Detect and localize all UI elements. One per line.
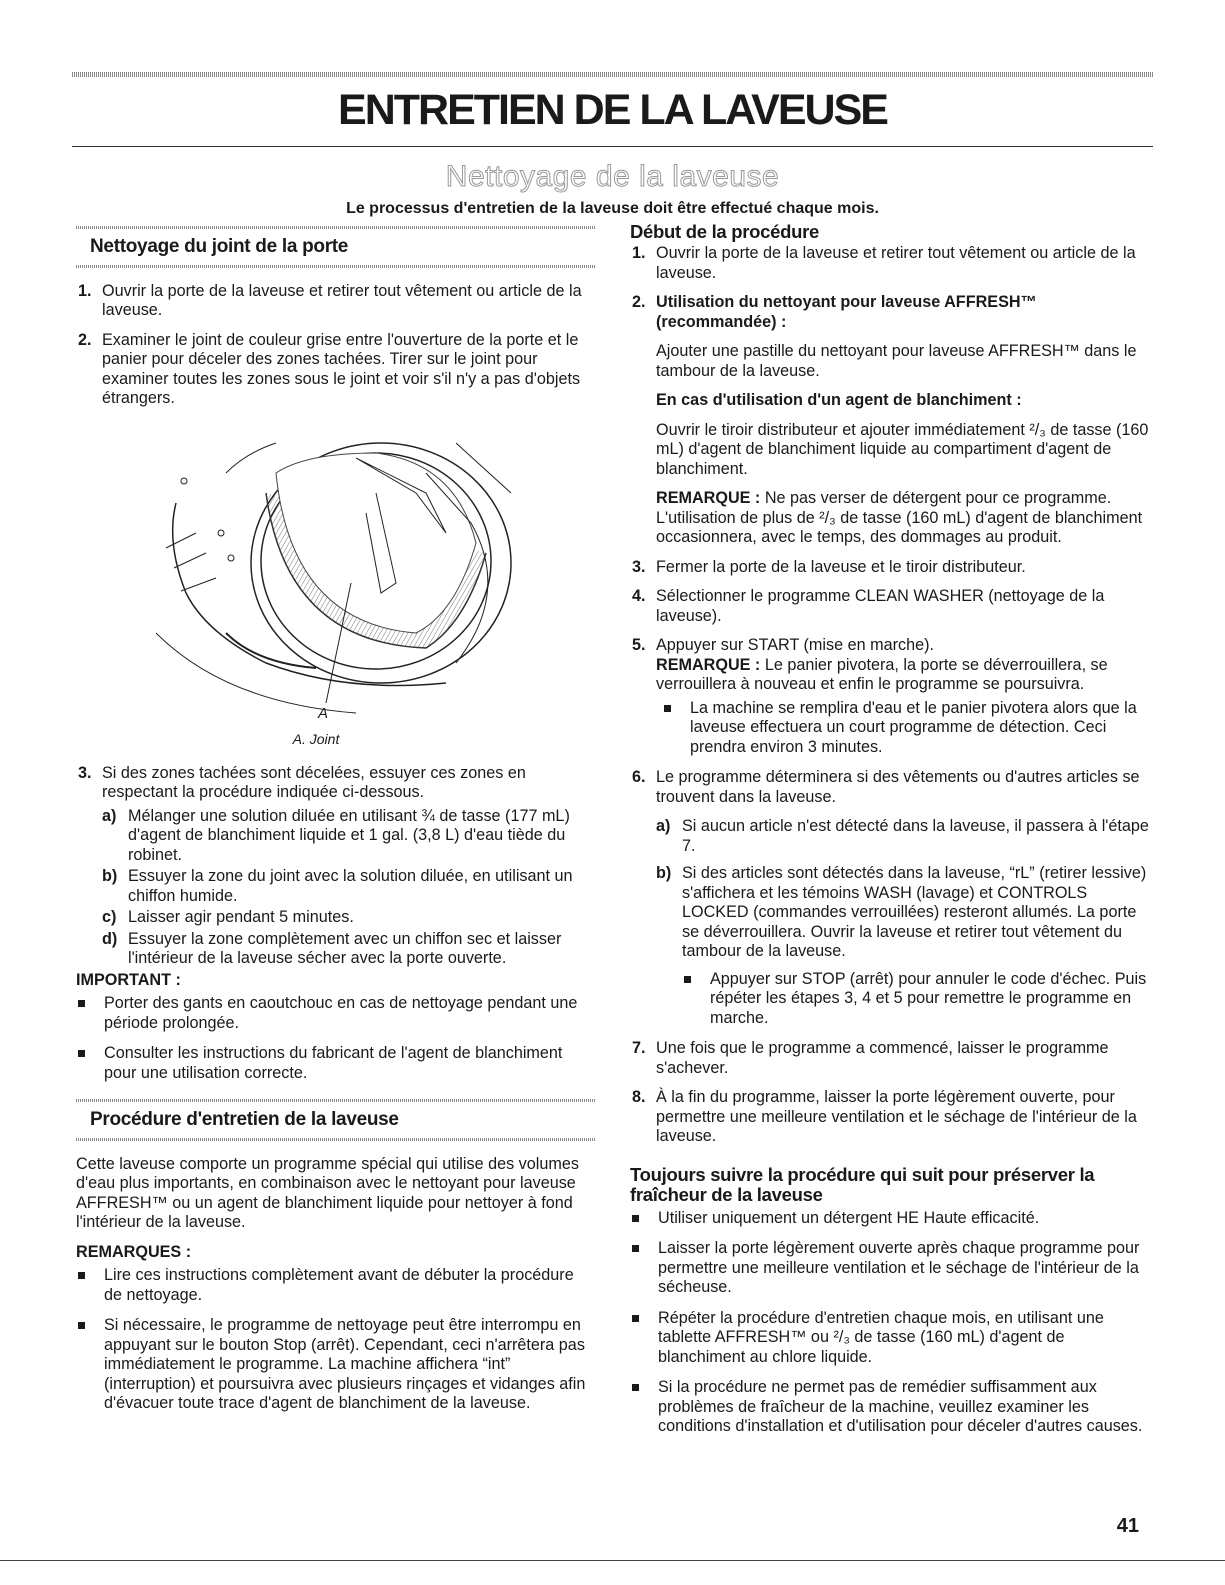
list-item: La machine se remplira d'eau et le panier pivotera alors que la laveuse effectuera un court programme de détection. Ceci prendra environ 3 minutes. [662,699,1150,758]
list-item: 1. Ouvrir la porte de la laveuse et retirer tout vêtement ou article de la laveuse. [78,281,582,319]
top-rule [72,72,1153,77]
list-item: b) Essuyer la zone du joint avec la solution diluée, en utilisant un chiffon humide. [102,867,573,905]
list-item: 7. Une fois que le programme a commencé, laisser le programme s'achever. [632,1039,1109,1077]
list-item: Laisser la porte légèrement ouverte après chaque programme pour permettre une meilleure ventilation et le séchage de l'intérieur de la sécheuse. [630,1239,1150,1298]
list-item: 5. Appuyer sur START (mise en marche). REMARQUE : Le panier pivotera, la porte se déverrouillera, se verrouillera à nouveau et enfin le programme se poursuivra. La machine se remplira d'eau et le panier pivotera alors que la laveuse effectuera un court programme de détection. Ceci prendra environ 3 minutes. [630,636,1150,757]
list-item: b) Si des articles sont détectés dans la laveuse, “rL” (retirer lessive) s'affichera et les témoins WASH (lavage) et CONTROLS LOCKED (commandes verrouillées) resteront allumés. La porte se déverrouillera. Ouvrir la laveuse et retirer tout vêtement du tambour de la laveuse. Appuyer sur STOP (arrêt) pour annuler le code d'échec. Puis répéter les étapes 3, 4 et 5 pour remettre le programme en marche. [656,864,1150,1028]
remarques-list [76,1266,596,1414]
page-number: 41 [1116,1515,1139,1537]
list-item: Répéter la procédure d'entretien chaque mois, en utilisant une tablette AFFRESH™ ou ²/₃ de tasse (160 mL) d'agent de blanchiment au chlore liquide. [630,1309,1150,1368]
list-item: 2. Examiner le joint de couleur grise entre l'ouverture de la porte et le panier pour déceler des zones tachées. Tirer sur le joint pour examiner toutes les zones sous le joint et voir s'il n'y a pas d'objets étrangers. [78,330,581,407]
list-item: c) Laisser agir pendant 5 minutes. [102,908,354,926]
list-item: Utiliser uniquement un détergent HE Haute efficacité. [630,1209,1150,1229]
right-column [630,222,1150,1448]
list-item: a) Si aucun article n'est détecté dans la laveuse, il passera à l'étape 7. [656,817,1149,855]
list-item: 3. Si des zones tachées sont décelées, essuyer ces zones en respectant la procédure indiquée ci-dessous. a) Mélanger une solution diluée en utilisant ¾ de tasse (177 mL) d'agent de blanchiment liquide et 1 gal. (3,8 L) d'eau tiède du robinet. b) Essuyer la zone du joint avec la solution diluée, en utilisant un chiffon humide. c) Laisser agir pendant 5 minutes. d) Essuyer la zone complètement avec un chiffon sec et laisser l'intérieur de la laveuse sécher avec la porte ouverte. [76,764,596,969]
list-item: 8. À la fin du programme, laisser la porte légèrement ouverte, pour permettre une meilleure ventilation et le séchage de l'intérieur de la laveuse. [632,1088,1137,1145]
list-item: 2. Utilisation du nettoyant pour laveuse AFFRESH™ (recommandée) : Ajouter une pastille du nettoyant pour laveuse AFFRESH™ dans le tambour de la laveuse. En cas d'utilisation d'un agent de blanchiment : Ouvrir le tiroir distributeur et ajouter immédiatement ²/₃ de tasse (160 mL) d'agent de blanchiment liquide au compartiment d'agent de blanchiment. REMARQUE : Ne pas verser de détergent pour ce programme. L'utilisation de plus de ²/₃ de tasse (160 mL) d'agent de blanchiment occasionnera, avec le temps, des dommages au produit. [632,293,1149,546]
procedure-paragraph: Cette laveuse comporte un programme spécial qui utilise des volumes d'eau plus importants, en combinaison avec le nettoyant pour laveuse AFFRESH™ ou un agent de blanchiment liquide pour nettoyer à fond l'intérieur de la laveuse. [76,1154,579,1231]
bottom-rule [0,1560,1225,1561]
door-seal-illustration [126,433,526,723]
list-item: 1. Ouvrir la porte de la laveuse et retirer tout vêtement ou article de la laveuse. [632,244,1136,282]
list-item: Appuyer sur STOP (arrêt) pour annuler le code d'échec. Puis répéter les étapes 3, 4 et 5 pour remettre le programme en marche. [682,970,1150,1029]
list-item: 4. Sélectionner le programme CLEAN WASHER (nettoyage de la laveuse). [632,587,1105,625]
section-header-procedure [76,1099,596,1141]
list-item: 3. Fermer la porte de la laveuse et le tiroir distributeur. [632,557,1026,576]
section-heading: Procédure d'entretien de la laveuse [90,1109,399,1130]
section-heading: Nettoyage du joint de la porte [90,236,349,257]
intro-text: Le processus d'entretien de la laveuse doit être effectué chaque mois. [346,200,879,217]
important-label: IMPORTANT : [76,970,181,989]
procedure-steps [630,244,1150,1147]
freshness-list [630,1209,1150,1437]
list-item: Porter des gants en caoutchouc en cas de nettoyage pendant une période prolongée. [76,994,596,1033]
freshness-heading: Toujours suivre la procédure qui suit pour préserver la fraîcheur de la laveuse [630,1163,1095,1205]
list-item: Consulter les instructions du fabricant de l'agent de blanchiment pour une utilisation correcte. [76,1044,596,1083]
list-item: Si la procédure ne permet pas de remédier suffisamment aux problèmes de fraîcheur de la machine, veuillez examiner les conditions d'installation et d'utilisation pour déceler d'autres causes. [630,1378,1150,1437]
list-item: d) Essuyer la zone complètement avec un chiffon sec et laisser l'intérieur de la laveuse sécher avec la porte ouverte. [102,929,562,967]
section-subtitle: Nettoyage de la laveuse [445,160,780,193]
title-rule [72,146,1153,147]
figure-caption: A. Joint [292,731,340,747]
list-item: Lire ces instructions complètement avant de débuter la procédure de nettoyage. [76,1266,596,1305]
remarques-label: REMARQUES : [76,1242,192,1261]
list-item: a) Mélanger une solution diluée en utilisant ¾ de tasse (177 mL) d'agent de blanchiment liquide et 1 gal. (3,8 L) d'eau tiède du robinet. [102,806,570,864]
debut-heading: Début de la procédure [630,221,820,242]
list-item: 6. Le programme déterminera si des vêtements ou d'autres articles se trouvent dans la laveuse. a) Si aucun article n'est détecté dans la laveuse, il passera à l'étape 7. b) Si des articles sont détectés dans la laveuse, “rL” (retirer lessive) s'affichera et les témoins WASH (lavage) et CONTROLS LOCKED (commandes verrouillées) resteront allumés. La porte se déverrouillera. Ouvrir la laveuse et retirer tout vêtement du tambour de la laveuse. Appuyer sur STOP (arrêt) pour annuler le code d'échec. Puis répéter les étapes 3, 4 et 5 pour remettre le programme en marche. [632,768,1149,1027]
left-column [76,226,596,1425]
substeps [102,807,596,969]
page-title: ENTRETIEN DE LA LAVEUSE [338,86,887,134]
joint-steps [76,282,596,409]
important-list [76,994,596,1083]
list-item: Si nécessaire, le programme de nettoyage peut être interrompu en appuyant sur le bouton Stop (arrêt). Cependant, ceci n'arrêtera pas immédiatement le programme. La machine affichera “int” (interruption) et poursuivra avec plusieurs rinçages et vidanges afin d'évacuer toute trace d'agent de blanchiment de la laveuse. [76,1316,596,1414]
section-header-joint [76,226,596,268]
joint-step-3 [76,764,596,969]
figure-label: A [318,704,329,722]
